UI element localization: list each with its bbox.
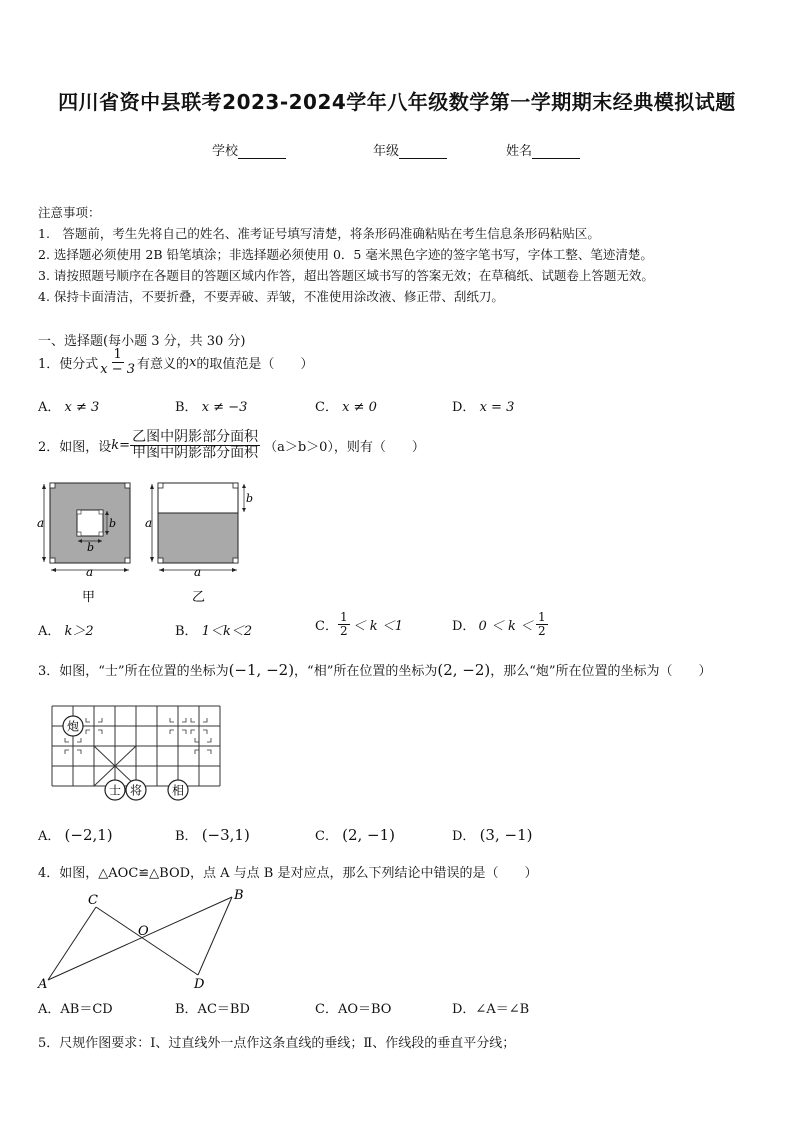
- q2-option-c-den: 2: [339, 623, 348, 638]
- q1-option-d[interactable]: [452, 396, 514, 415]
- figure-yi: [145, 483, 253, 605]
- piece-xiang-label: 相: [171, 783, 185, 798]
- q2-figures: [36, 480, 256, 610]
- q2-prefix: 2．如图，设: [38, 439, 112, 455]
- q1-option-c[interactable]: [315, 396, 377, 415]
- point-o-label: O: [138, 924, 149, 939]
- q1-frac-den: x − 3: [100, 361, 136, 377]
- yi-label-a-bottom: a: [194, 565, 202, 579]
- q3-option-c-text: (2, −1): [342, 826, 395, 844]
- piece-shi: [105, 780, 125, 800]
- q2-option-a[interactable]: [38, 620, 94, 639]
- notice-heading: 注意事项：: [38, 205, 101, 220]
- yi-label-b-right: b: [246, 492, 254, 505]
- q1-option-d-text: x = 3: [479, 400, 515, 415]
- q3-option-c-label: C．: [315, 829, 338, 844]
- q1-after: 有意义的: [137, 356, 190, 372]
- q2-option-c-tail: ＜ k ＜1: [352, 618, 404, 634]
- yi-label-a-left: a: [145, 516, 153, 530]
- question-1: [38, 348, 313, 376]
- school-blank[interactable]: [238, 144, 286, 159]
- q2-option-d-head: 0 ＜ k ＜: [478, 618, 533, 634]
- q2-fraction: [130, 430, 260, 460]
- jia-label-a-left: a: [37, 516, 45, 530]
- q4-option-a[interactable]: A．AB＝CD: [38, 1002, 113, 1017]
- q1-frac-num: 1: [113, 347, 122, 362]
- q2-option-b-text: 1＜k＜2: [201, 624, 253, 639]
- q2-option-a-text: k＞2: [64, 624, 94, 639]
- q3-option-c[interactable]: [315, 825, 395, 844]
- jia-caption: 甲: [82, 590, 96, 605]
- q2-option-c-frac: [338, 611, 350, 637]
- school-label: 学校: [212, 144, 239, 159]
- yi-caption: 乙: [192, 590, 206, 605]
- q1-prefix: 1．使分式: [38, 356, 99, 372]
- q4-triangle-figure: [36, 885, 256, 993]
- q1-option-a-text: x ≠ 3: [64, 400, 100, 415]
- q1-option-b[interactable]: [175, 396, 247, 415]
- q3-option-d[interactable]: [452, 825, 532, 844]
- q1-option-b-label: B．: [175, 400, 198, 415]
- jia-label-a-bottom: a: [86, 565, 94, 579]
- q3-option-d-text: (3, −1): [479, 826, 533, 844]
- q3-text-3: ，那么“炮”所在位置的坐标为（ ）: [490, 664, 712, 679]
- q1-option-a-label: A．: [38, 400, 61, 415]
- q4-option-c[interactable]: C．AO＝BO: [315, 1002, 392, 1017]
- q2-option-d-num: 1: [537, 610, 546, 624]
- q2-option-c[interactable]: [315, 611, 403, 637]
- name-label: 姓名: [506, 144, 533, 159]
- question-4: 4．如图，△AOC≌△BOD，点 A 与点 B 是对应点，那么下列结论中错误的是（ ）: [38, 866, 538, 881]
- q3-chess-board: [46, 700, 226, 805]
- q3-option-b[interactable]: [175, 825, 250, 844]
- q3-text-1: 3．如图，“士”所在位置的坐标为: [38, 664, 229, 679]
- notice-item-3: 3. 请按照题号顺序在各题目的答题区域内作答，超出答题区域书写的答案无效；在草稿纸、试题卷上答题无效。: [38, 268, 654, 283]
- point-b-label: B: [234, 888, 244, 903]
- q2-option-b-label: B．: [175, 624, 198, 639]
- q4-option-b[interactable]: B．AC＝BD: [175, 1002, 250, 1017]
- q3-text-2: ，“相”所在位置的坐标为: [294, 664, 438, 679]
- q1-option-c-label: C．: [315, 400, 338, 415]
- q2-condition: （a＞b＞0），则有（ ）: [264, 439, 425, 455]
- notice-item-2: 2. 选择题必须使用 2B 铅笔填涂；非选择题必须使用 0．5 毫米黑色字迹的签字笔书写，字体工整、笔迹清楚。: [38, 247, 653, 262]
- yi-shaded-rect: [158, 513, 238, 563]
- section-heading: 一、选择题(每小题 3 分，共 30 分): [38, 334, 246, 349]
- point-d-label: D: [194, 977, 205, 992]
- jia-label-b-right: b: [109, 517, 117, 530]
- q3-option-a-text: (−2,1): [64, 826, 113, 844]
- q1-option-a[interactable]: [38, 396, 99, 415]
- grade-field[interactable]: [373, 140, 447, 159]
- q2-option-d-den: 2: [537, 623, 546, 638]
- q1-tail: 的取值范是（ ）: [196, 356, 314, 372]
- segment-bd: [198, 897, 232, 975]
- q2-frac-den: 甲图中阴影部分面积: [132, 444, 259, 461]
- figure-jia: [37, 483, 130, 605]
- piece-jiang-label: 将: [129, 783, 143, 798]
- point-a-label: A: [38, 977, 48, 992]
- q1-option-d-label: D．: [452, 400, 476, 415]
- q3-option-b-text: (−3,1): [201, 826, 250, 844]
- notice-item-4: 4. 保持卡面清洁，不要折叠，不要弄破、弄皱，不准使用涂改液、修正带、刮纸刀。: [38, 289, 504, 304]
- name-field[interactable]: [506, 140, 580, 159]
- q2-option-c-label: C．: [315, 618, 338, 634]
- q3-option-b-label: B．: [175, 829, 198, 844]
- piece-pao-label: 炮: [66, 719, 80, 734]
- school-field[interactable]: [212, 140, 286, 159]
- q2-option-a-label: A．: [38, 624, 61, 639]
- piece-xiang: [168, 780, 188, 800]
- q1-option-b-text: x ≠ −3: [201, 400, 248, 415]
- q3-coord-xiang: (2, −2): [437, 661, 491, 679]
- piece-shi-label: 士: [108, 783, 122, 798]
- q2-option-b[interactable]: [175, 620, 252, 639]
- q1-var: x: [189, 354, 197, 370]
- question-3: [38, 660, 712, 679]
- q2-eq: =: [119, 437, 131, 453]
- q3-option-d-label: D．: [452, 829, 476, 844]
- q2-option-d-label: D．: [452, 618, 476, 634]
- grade-label: 年级: [373, 144, 400, 159]
- notice-item-1: 1. 答题前，考生先将自己的姓名、准考证号填写清楚，将条形码准确粘贴在考生信息条形码粘贴区。: [38, 226, 600, 241]
- jia-label-b-bottom: b: [87, 541, 95, 554]
- piece-pao: [63, 716, 83, 736]
- q3-option-a-label: A．: [38, 829, 61, 844]
- point-c-label: C: [88, 893, 98, 908]
- question-5: 5．尺规作图要求：Ⅰ、过直线外一点作这条直线的垂线；Ⅱ、作线段的垂直平分线；: [38, 1036, 516, 1051]
- page-title: 四川省资中县联考2023-2024学年八年级数学第一学期期末经典模拟试题: [58, 90, 736, 114]
- question-2: [38, 430, 425, 460]
- piece-jiang: [126, 780, 146, 800]
- q1-option-c-text: x ≠ 0: [342, 400, 377, 415]
- q4-option-d[interactable]: D．∠A＝∠B: [452, 1002, 530, 1017]
- q3-option-a[interactable]: [38, 825, 113, 844]
- segment-cd: [96, 907, 198, 975]
- name-blank[interactable]: [532, 144, 580, 159]
- q2-frac-num: 乙图中阴影部分面积: [132, 429, 259, 445]
- grade-blank[interactable]: [399, 144, 447, 159]
- q2-option-c-num: 1: [339, 610, 348, 624]
- q2-option-d-frac: [536, 611, 548, 637]
- q2-option-d[interactable]: [452, 611, 548, 637]
- q1-fraction: [98, 348, 137, 376]
- q3-coord-shi: (−1, −2): [228, 661, 295, 679]
- q2-k: k: [111, 437, 120, 453]
